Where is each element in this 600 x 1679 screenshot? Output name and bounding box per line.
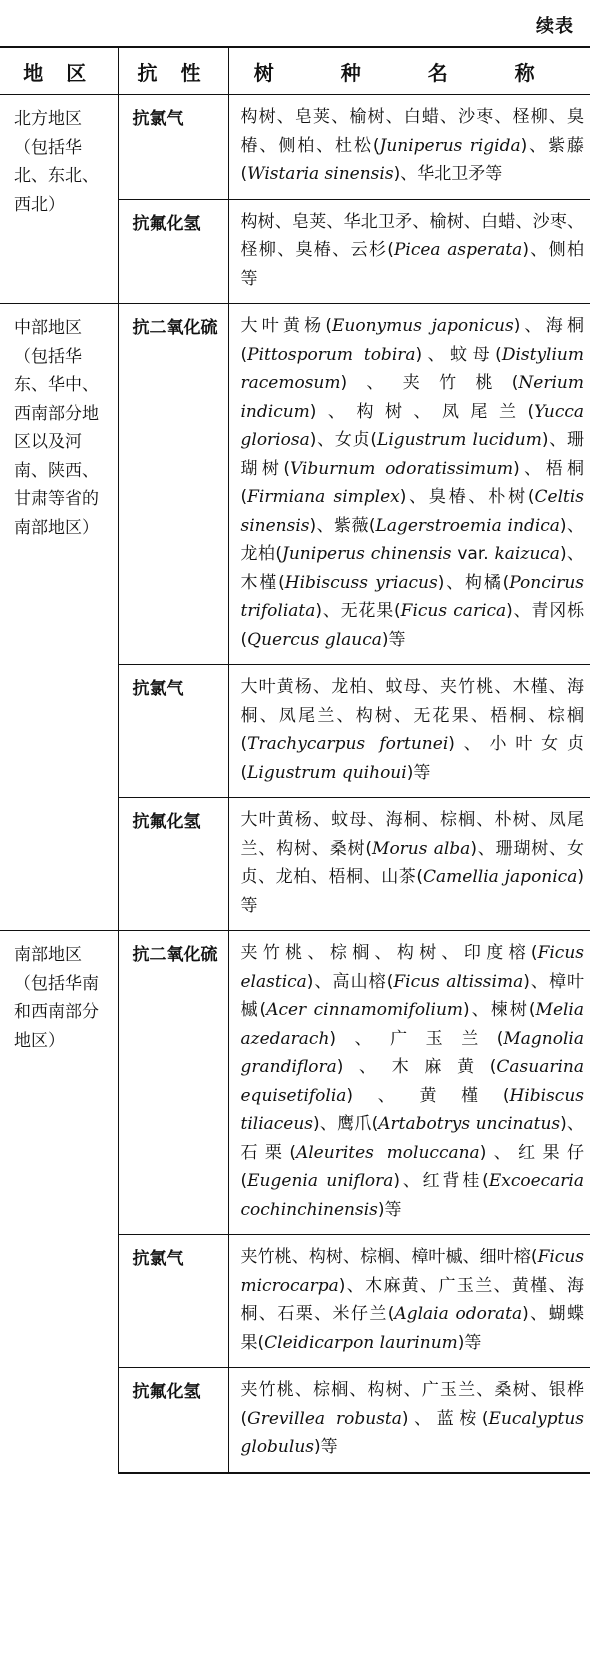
latin-name: Ficus microcarpa xyxy=(240,1247,584,1296)
latin-name: Casuarina equisetifolia xyxy=(240,1057,584,1106)
species-text: )、梧桐( xyxy=(240,458,584,507)
species-text: var. xyxy=(451,544,495,564)
header-species: 树 种 名 称 xyxy=(228,47,590,95)
species-text: 构树、皂荚、华北卫矛、榆树、白蜡、沙枣、柽柳、臭椿、云杉( xyxy=(240,211,584,260)
latin-name: Hibiscuss yriacus xyxy=(284,572,438,593)
species-text: )、木麻黄、广玉兰、黄槿、海桐、石栗、米仔兰( xyxy=(240,1275,584,1324)
species-text: )等 xyxy=(377,1199,402,1220)
latin-name: Excoecaria cochinchinensis xyxy=(240,1171,584,1220)
species-text: )、华北卫矛等 xyxy=(393,164,503,184)
latin-name: Ligustrum quihoui xyxy=(247,762,407,783)
species-text: 构树、皂荚、榆树、白蜡、沙枣、柽柳、臭椿、侧柏、杜松( xyxy=(240,107,584,156)
species-text: )、枸橘( xyxy=(437,572,510,593)
latin-name: Poncirus trifoliata xyxy=(240,572,584,621)
latin-name: Firmiana simplex xyxy=(247,487,400,507)
latin-name: Aleurites moluccana xyxy=(295,1142,480,1163)
species-text: )、女贞( xyxy=(309,430,378,450)
species-text: )等 xyxy=(314,1437,338,1457)
latin-name: Eugenia uniflora xyxy=(247,1171,394,1191)
latin-name: Cleidicarpon laurinum xyxy=(264,1332,458,1353)
table-row xyxy=(0,931,590,1235)
species-text: )、夹竹桃( xyxy=(340,373,519,393)
table-row xyxy=(0,304,590,665)
latin-name: Juniperus chinensis xyxy=(282,544,452,564)
region-cell: 北方地区（包括华北、东北、西北） xyxy=(0,95,118,304)
species-text: )、木麻黄( xyxy=(336,1057,497,1077)
latin-name: Hibiscus tiliaceus xyxy=(240,1085,584,1134)
species-text: )、红背桂( xyxy=(393,1171,489,1191)
latin-name: Quercus glauca xyxy=(247,629,382,650)
resistance-cell: 抗氯气 xyxy=(118,665,228,798)
species-text: )、臭椿、朴树( xyxy=(399,487,535,507)
species-text: )、侧柏等 xyxy=(240,240,585,289)
species-text: )、龙柏( xyxy=(240,515,584,564)
region-cell: 南部地区（包括华南和西南部分地区） xyxy=(0,931,118,1473)
species-text: 大叶黄杨( xyxy=(240,316,333,336)
tree-species-table xyxy=(0,46,590,1474)
species-cell xyxy=(228,798,590,931)
species-text: 大叶黄杨、龙柏、蚊母、夹竹桃、木槿、海桐、凤尾兰、构树、无花果、梧桐、棕榈( xyxy=(240,677,584,754)
latin-name: Pittosporum tobira xyxy=(247,344,416,365)
resistance-cell: 抗二氧化硫 xyxy=(118,304,228,665)
latin-name: Eucalyptus globulus xyxy=(240,1408,584,1457)
species-cell xyxy=(228,931,590,1235)
resistance-cell: 抗氟化氢 xyxy=(118,798,228,931)
latin-name: Acer cinnamomifolium xyxy=(266,1000,464,1020)
latin-name: Artabotrys uncinatus xyxy=(378,1114,561,1134)
resistance-cell: 抗氟化氢 xyxy=(118,1368,228,1473)
species-text: )、鹰爪( xyxy=(313,1114,379,1134)
latin-name: Juniperus rigida xyxy=(379,135,521,156)
species-text: )、木槿( xyxy=(240,544,585,593)
species-text: 夹竹桃、棕榈、构树、印度榕( xyxy=(240,943,538,963)
species-text: 夹竹桃、棕榈、构树、广玉兰、桑树、银桦( xyxy=(240,1380,584,1429)
species-text: )、青冈栎( xyxy=(240,601,584,650)
species-text: )、小叶女贞( xyxy=(240,734,584,783)
species-text: 夹竹桃、构树、棕榈、樟叶槭、细叶榕( xyxy=(240,1247,538,1267)
latin-name: Grevillea robusta xyxy=(247,1408,402,1429)
latin-name: Magnolia grandiflora xyxy=(240,1028,584,1077)
latin-name: Celtis sinensis xyxy=(240,487,584,536)
species-text: )、构树、凤尾兰( xyxy=(309,401,535,422)
latin-name: kaizuca xyxy=(494,544,560,564)
species-cell xyxy=(228,1368,590,1473)
latin-name: Ficus elastica xyxy=(240,943,584,992)
latin-name: Aglaia odorata xyxy=(394,1304,523,1324)
latin-name: Melia azedarach xyxy=(240,1000,585,1049)
latin-name: Wistaria sinensis xyxy=(247,164,394,184)
species-text: )、蝴蝶果( xyxy=(240,1304,584,1353)
species-text: )、海桐( xyxy=(240,316,584,365)
species-cell xyxy=(228,199,590,304)
header-resistance: 抗 性 xyxy=(118,47,228,95)
resistance-cell: 抗二氧化硫 xyxy=(118,931,228,1235)
species-text: )、石栗( xyxy=(240,1114,584,1163)
continued-label: 续表 xyxy=(536,16,574,37)
region-cell: 中部地区（包括华东、华中、西南部分地区以及河南、陕西、甘肃等省的南部地区） xyxy=(0,304,118,931)
species-text: )等 xyxy=(406,762,431,783)
species-text: )、蚊母( xyxy=(415,344,502,365)
species-text: )、蓝桉( xyxy=(401,1408,489,1429)
latin-name: Ficus altissima xyxy=(393,971,524,992)
species-text: )、紫藤( xyxy=(240,135,584,184)
species-text: )、楝树( xyxy=(463,1000,536,1020)
species-text: )、黄槿( xyxy=(346,1085,510,1106)
latin-name: Picea asperata xyxy=(393,240,523,260)
table-body xyxy=(0,95,590,1473)
species-text: )、高山榕( xyxy=(306,971,394,992)
table-row xyxy=(0,95,590,200)
resistance-cell: 抗氯气 xyxy=(118,95,228,200)
latin-name: Camellia japonica xyxy=(423,867,578,887)
latin-name: Nerium indicum xyxy=(240,373,584,422)
species-cell xyxy=(228,304,590,665)
header-region: 地 区 xyxy=(0,47,118,95)
species-text: )、无花果( xyxy=(315,601,401,621)
resistance-cell: 抗氟化氢 xyxy=(118,199,228,304)
latin-name: Lagerstroemia indica xyxy=(375,515,560,536)
species-text: )、樟叶槭( xyxy=(240,971,585,1020)
latin-name: Ficus carica xyxy=(400,601,507,621)
latin-name: Viburnum odoratissimum xyxy=(289,458,514,479)
species-text: 大叶黄杨、蚊母、海桐、棕榈、朴树、凤尾兰、构树、桑树( xyxy=(240,810,584,859)
latin-name: Trachycarpus fortunei xyxy=(247,734,449,754)
species-cell xyxy=(228,1235,590,1368)
latin-name: Morus alba xyxy=(372,838,471,859)
species-text: )、珊瑚树( xyxy=(240,430,584,479)
latin-name: Yucca gloriosa xyxy=(240,401,584,450)
species-text: )、珊瑚树、女贞、龙柏、梧桐、山茶( xyxy=(240,838,584,887)
latin-name: Euonymus japonicus xyxy=(332,316,514,336)
table-header-row xyxy=(0,47,590,95)
species-text: )等 xyxy=(381,629,406,650)
species-cell xyxy=(228,95,590,200)
latin-name: Ligustrum lucidum xyxy=(377,430,542,450)
species-text: )等 xyxy=(240,867,584,916)
resistance-cell: 抗氯气 xyxy=(118,1235,228,1368)
species-text: )、广玉兰( xyxy=(329,1028,504,1049)
latin-name: Distylium racemosum xyxy=(240,344,584,393)
species-text: )、红果仔( xyxy=(240,1142,584,1191)
species-text: )、紫薇( xyxy=(309,515,376,536)
species-cell xyxy=(228,665,590,798)
species-text: )等 xyxy=(457,1332,482,1353)
